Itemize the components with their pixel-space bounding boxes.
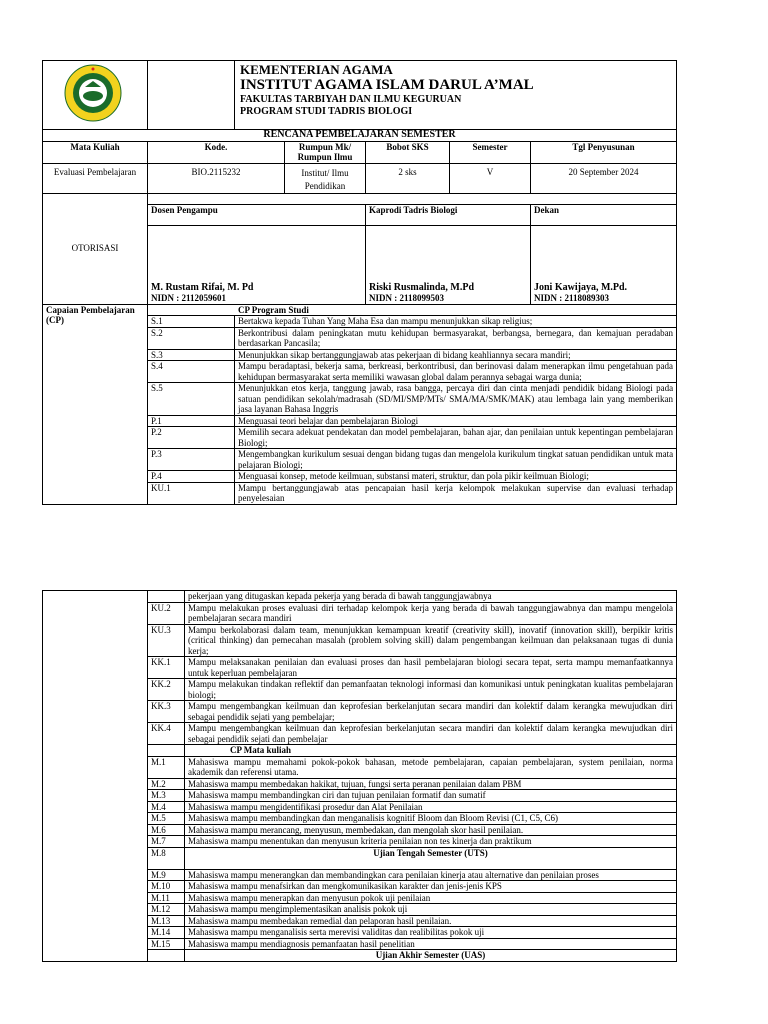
cp-code-m-5: M.5: [148, 813, 185, 825]
cp-code-p-4: P.4: [148, 471, 235, 483]
uts-title: Ujian Tengah Semester (UTS): [185, 847, 677, 869]
cp-text-m-13: Mahasiswa mampu membedakan remedial dan pelaporan hasil penilaian.: [185, 915, 677, 927]
cp-code-empty: [148, 950, 185, 962]
nidn-kaprodi: NIDN : 2118099503: [369, 293, 445, 303]
cp-code-p-1: P.1: [148, 415, 235, 427]
cp-code-kk-4: KK.4: [148, 723, 185, 745]
cp-code-m-10: M.10: [148, 881, 185, 893]
institute-name: INSTITUT AGAMA ISLAM DARUL A’MAL: [240, 77, 534, 93]
course-header-kode: Kode.: [148, 141, 285, 163]
cp-text-s-2: Berkontribusi dalam peningkatan mutu kehidupan bermasyarakat, berbangsa, bernegara, dan kemajuan peradaban berdasarkan Pancasila;: [235, 327, 677, 349]
cp-code-m-11: M.11: [148, 892, 185, 904]
rps-table-page-2: [42, 590, 677, 962]
doc-title: RENCANA PEMBELAJARAN SEMESTER: [43, 130, 677, 142]
otorisasi-label: OTORISASI: [43, 193, 148, 304]
cp-text-kk-3: Mampu mengembangkan keilmuan dan keprofesian berkelanjutan secara mandiri dan kolektif dalam kerangka mewujudkan diri sebagai pendidik sejati yang pembelajar;: [185, 701, 677, 723]
role-kaprodi: Kaprodi Tadris Biologi: [366, 204, 531, 225]
cp-code-m-1: M.1: [148, 756, 185, 778]
cp-text-kk-1: Mampu melaksanakan penilaian dan evaluasi proses dan hasil pembelajaran biologi secara tepat, serta mampu memanfaatkannya untuk keperluan pembelajaran: [185, 657, 677, 679]
course-value-rumpun: Institut/ Ilmu Pendidikan: [285, 163, 366, 193]
cp-text-p-3: Mengembangkan kurikulum sesuai dengan bidang tugas dan mengelola kurikulum tingkat satuan pendidikan untuk mata pelajaran Biologi;: [235, 449, 677, 471]
course-header-mk: Mata Kuliah: [43, 141, 148, 163]
cp-code-ku-2: KU.2: [148, 602, 185, 624]
cp-text-s-3: Menunjukkan sikap bertanggungjawab atas pekerjaan di bidang keahliannya secara mandiri;: [235, 349, 677, 361]
course-value-kode: BIO.2115232: [148, 163, 285, 193]
cp-code-ku-3: KU.3: [148, 624, 185, 657]
role-dekan: Dekan: [531, 204, 677, 225]
cp-matkul-title: CP Mata kuliah: [185, 745, 677, 757]
cp-code-p-2: P.2: [148, 427, 235, 449]
cp-code-m-12: M.12: [148, 904, 185, 916]
cp-code-ku-1: KU.1: [148, 482, 235, 504]
cp-code-s-1: S.1: [148, 316, 235, 328]
cp-prodi-title: CP Program Studi: [148, 304, 677, 316]
program-name: PROGRAM STUDI TADRIS BIOLOGI: [240, 106, 413, 117]
cp-code-m-6: M.6: [148, 824, 185, 836]
otorisasi-spacer: [148, 193, 677, 204]
cp-text-m-1: Mahasiswa mampu memahami pokok-pokok bahasan, metode pembelajaran, capaian pembelajaran, system penilaian, norma akademik dan referensi utama.: [185, 756, 677, 778]
cp-text-ku-1: Mampu bertanggungjawab atas pencapaian hasil kerja kelompok melakukan supervise dan evaluasi terhadap penyelesaian: [235, 482, 677, 504]
cp-code-m-15: M.15: [148, 938, 185, 950]
course-header-semester: Semester: [450, 141, 531, 163]
cp-text-ku-3: Mampu berkolaborasi dalam team, menunjukkan kemampuan kreatif (creativity skill), inovatif (innovation skill), berpikir kritis (critical thinking) dan pemecahan masalah (problem solving skill) dalam pengembangan keilmuan dan pelaksanaan tugas di dunia kerja;: [185, 624, 677, 657]
cp-text-p-2: Memilih secara adekuat pendekatan dan model pembelajaran, bahan ajar, dan penilaian untuk kepentingan pembelajaran Biologi;: [235, 427, 677, 449]
cp-code-s-2: S.2: [148, 327, 235, 349]
institute-logo-icon: [45, 63, 142, 123]
signature-kaprodi: [366, 225, 531, 304]
cp-text-s-5: Menunjukkan etos kerja, tanggung jawab, rasa bangga, percaya diri dan cinta menjadi pendidik bidang Biologi pada satuan pendidikan sekolah/madrasah (SD/MI/SMP/MTs/ SMA/MA/SMK/MAK) atau lembaga lain yang memberikan jasa layanan Bahasa Inggris: [235, 383, 677, 416]
faculty-name: FAKULTAS TARBIYAH DAN ILMU KEGURUAN: [240, 94, 462, 105]
cp-text-m-14: Mahasiswa mampu menganalisis serta merevisi validitas dan realibilitas pokok uji: [185, 927, 677, 939]
cp-text-p-4: Menguasai konsep, metode keilmuan, substansi materi, struktur, dan pola pikir keilmuan Biologi;: [235, 471, 677, 483]
name-dekan: Joni Kawijaya, M.Pd.: [534, 281, 628, 293]
course-header-sks: Bobot SKS: [366, 141, 450, 163]
name-kaprodi: Riski Rusmalinda, M.Pd: [369, 281, 475, 293]
cp-text-m-15: Mahasiswa mampu mendiagnosis pemanfaatan hasil penelitian: [185, 938, 677, 950]
cp-continuation: pekerjaan yang ditugaskan kepada pekerja yang berada di bawah tanggungjawabnya: [185, 591, 677, 603]
cp-text-m-2: Mahasiswa mampu membedakan hakikat, tujuan, fungsi serta peranan penilaian dalam PBM: [185, 778, 677, 790]
cp-text-m-10: Mahasiswa mampu menafsirkan dan mengkomunikasikan karakter dan jenis-jenis KPS: [185, 881, 677, 893]
course-value-sks: 2 sks: [366, 163, 450, 193]
signature-dosen: [148, 225, 366, 304]
signature-dekan: [531, 225, 677, 304]
ministry-name: KEMENTERIAN AGAMA: [240, 62, 393, 77]
cp-code-m-8: M.8: [148, 847, 185, 869]
cp-text-m-5: Mahasiswa mampu membandingkan dan menganalisis kognitif Bloom dan Bloom Revisi (C1, C5, C6): [185, 813, 677, 825]
cp-code-m-14: M.14: [148, 927, 185, 939]
cp-text-p-1: Menguasai teori belajar dan pembelajaran Biologi: [235, 415, 677, 427]
cp-code-m-13: M.13: [148, 915, 185, 927]
cp-code-s-5: S.5: [148, 383, 235, 416]
cp-code-m-3: M.3: [148, 790, 185, 802]
course-value-mk: Evaluasi Pembelajaran: [43, 163, 148, 193]
logo-spacer: [148, 61, 235, 130]
cp-text-m-3: Mahasiswa mampu membandingkan ciri dan tujuan penilaian formatif dan sumatif: [185, 790, 677, 802]
cp-code-s-3: S.3: [148, 349, 235, 361]
cp-code-kk-2: KK.2: [148, 679, 185, 701]
cp-text-m-7: Mahasiswa mampu menentukan dan menyusun kriteria penilaian non tes kinerja dan praktikum: [185, 836, 677, 848]
cp-text-kk-2: Mampu melakukan tindakan reflektif dan pemanfaatan teknologi informasi dan komunikasi untuk peningkatan kualitas pembelajaran biologi;: [185, 679, 677, 701]
cp-code-empty: [148, 745, 185, 757]
course-value-semester: V: [450, 163, 531, 193]
cp-text-m-9: Mahasiswa mampu menerangkan dan membandingkan cara penilaian kinerja atau alternative dan penilaian proses: [185, 869, 677, 881]
cp-text-m-11: Mahasiswa mampu menerapkan dan menyusun pokok uji penilaian: [185, 892, 677, 904]
cp-code-s-4: S.4: [148, 361, 235, 383]
cp-code-m-7: M.7: [148, 836, 185, 848]
cp-text-m-12: Mahasiswa mampu mengimplementasikan analisis pokok uji: [185, 904, 677, 916]
logo-cell: [43, 61, 148, 130]
cp-code-m-9: M.9: [148, 869, 185, 881]
cp-code-m-4: M.4: [148, 801, 185, 813]
cp-text-ku-2: Mampu melakukan proses evaluasi diri terhadap kelompok kerja yang berada di bawah tanggungjawabnya dan mampu mengelola pembelajaran secara mandiri: [185, 602, 677, 624]
course-value-tgl: 20 September 2024: [531, 163, 677, 193]
cp-text-s-4: Mampu beradaptasi, bekerja sama, berkreasi, berkontribusi, dan berinovasi dalam menerapkan ilmu pengetahuan pada kehidupan bermasyarakat serta memiliki wawasan global dalam perannya sebagai warga dunia;: [235, 361, 677, 383]
cp-text-m-6: Mahasiswa mampu merancang, menyusun, membedakan, dan mengolah skor hasil penilaian.: [185, 824, 677, 836]
course-header-rumpun: Rumpun Mk/ Rumpun Ilmu: [285, 141, 366, 163]
rps-table-page-1: [42, 60, 677, 505]
nidn-dekan: NIDN : 2118089303: [534, 293, 610, 303]
cp-text-m-4: Mahasiswa mampu mengidentifikasi prosedur dan Alat Penilaian: [185, 801, 677, 813]
cp-code-m-2: M.2: [148, 778, 185, 790]
cp-code-kk-3: KK.3: [148, 701, 185, 723]
cp-text-s-1: Bertakwa kepada Tuhan Yang Maha Esa dan mampu menunjukkan sikap religius;: [235, 316, 677, 328]
cp-text-kk-4: Mampu mengembangkan keilmuan dan keprofesian berkelanjutan secara mandiri dan kolektif dalam kerangka mewujudkan diri sebagai pendidik sejati dan pembelajar: [185, 723, 677, 745]
role-dosen: Dosen Pengampu: [148, 204, 366, 225]
name-dosen: M. Rustam Rifai, M. Pd: [151, 281, 254, 293]
cp-code-empty: [148, 591, 185, 603]
course-header-tgl: Tgl Penyusunan: [531, 141, 677, 163]
institution-header: [235, 61, 677, 130]
cp-code-p-3: P.3: [148, 449, 235, 471]
cp-label: Capaian Pembelajaran (CP): [43, 304, 148, 504]
cp-code-kk-1: KK.1: [148, 657, 185, 679]
nidn-dosen: NIDN : 2112059601: [151, 293, 227, 303]
uas-title: Ujian Akhir Semester (UAS): [185, 950, 677, 962]
cp-label-continued: [43, 591, 148, 962]
